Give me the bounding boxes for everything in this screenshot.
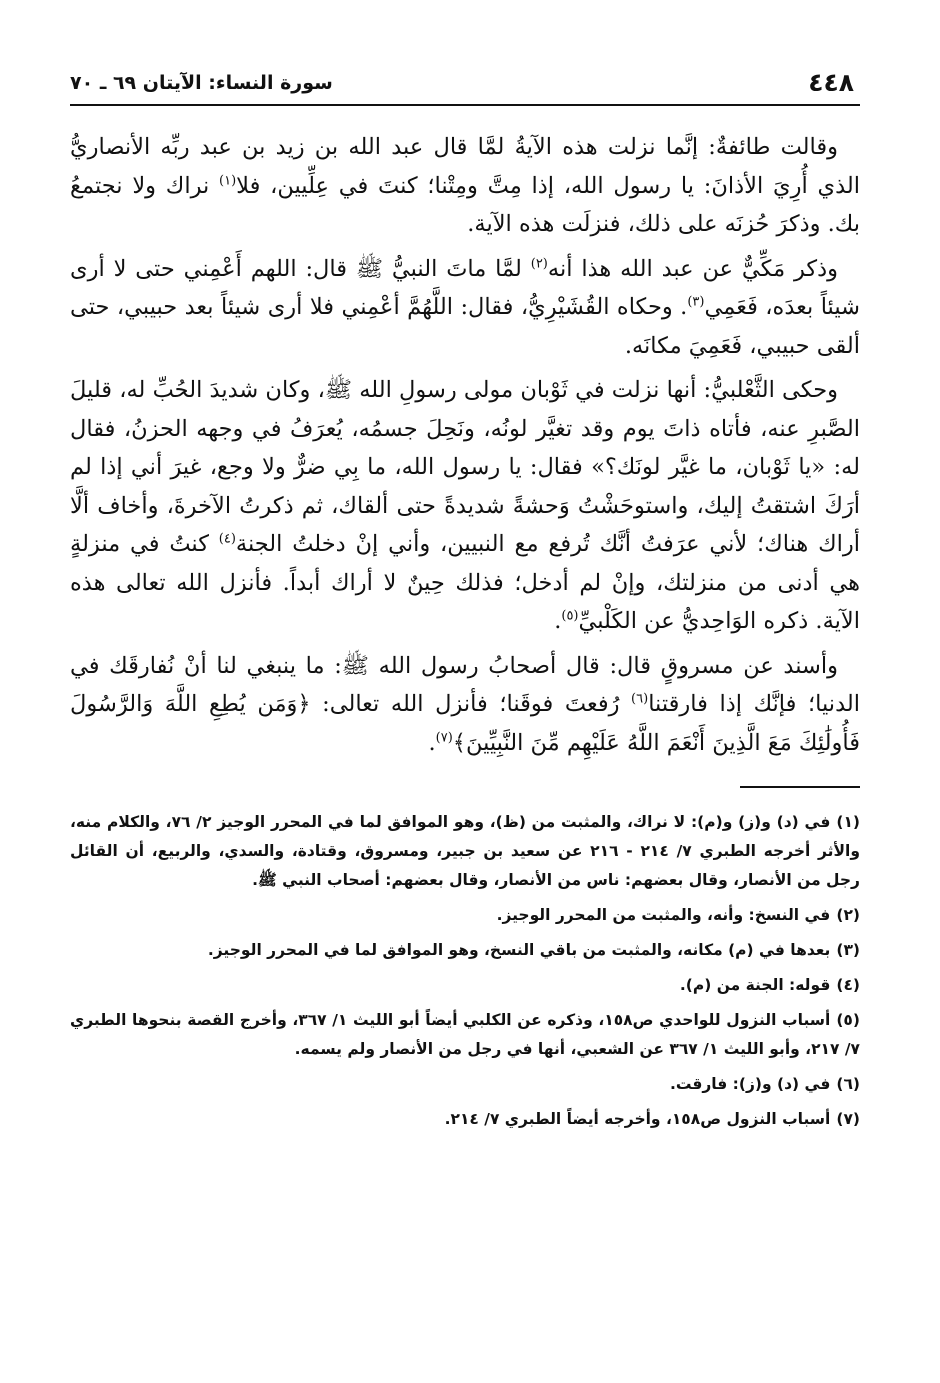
- footnote-number: (٧): [836, 1110, 860, 1128]
- footnote: [70, 808, 860, 895]
- footnote-text: أسباب النزول للواحدي ص١٥٨، وذكره عن الكلبي أيضاً أبو الليث ١/ ٣٦٧، وأخرج القصة بنحوها الطبري ٧/ ٢١٧، وأبو الليث ١/ ٣٦٧ عن الشعبي، أنها في رجل من الأنصار ولم يسمه.: [70, 1011, 860, 1058]
- footnote-marker[interactable]: (٧): [435, 730, 453, 745]
- footnote-number: (٦): [836, 1075, 860, 1093]
- paragraph-text: وأسند عن مسروقٍ قال: قال أصحابُ رسول الله ﷺ: ما ينبغي لنا أنْ نُفارقَك في الدنيا؛ فإنَّك إذا فارقتنا: [70, 652, 860, 717]
- paragraph-text: كنتُ في منزلةٍ هي أدنى من منزلتك، وإنْ لم أدخل؛ فذلك حِينٌ لا أراك أبداً. فأنزل الله تعالى هذه الآية. ذكره الوَاحِديُّ عن الكَلْبيِّ: [70, 531, 860, 634]
- footnote-text: قوله: الجنة من (م).: [679, 976, 831, 994]
- footnote-number: (٤): [836, 976, 860, 994]
- paragraph-text: وذكر مَكِّيٌّ عن عبد الله هذا أنه: [547, 255, 838, 282]
- surah-title: سورة النساء: الآيتان ٦٩ ـ ٧٠: [70, 72, 333, 94]
- paragraph-text: . وحكاه القُشَيْرِيُّ، فقال: اللَّهُمَّ أعْمِني فلا أرى شيئاً بعد حبيبي، حتى ألقى حبيبي، فَعَمِيَ مكانَه.: [70, 294, 860, 359]
- paragraph-text: نراك ولا نجتمعُ بك. وذكرَ حُزنَه على ذلك، فنزلَت هذه الآية.: [70, 172, 860, 237]
- footnote: [70, 1070, 860, 1099]
- footnote-text: في النسخ: وأنه، والمثبت من المحرر الوجيز.: [496, 906, 831, 924]
- footnote-text: بعدها في (م) مكانه، والمثبت من باقي النسخ، وهو الموافق لما في المحرر الوجيز.: [207, 941, 831, 959]
- body-paragraph: [70, 250, 860, 366]
- paragraph-text: لمَّا ماتَ النبيُّ ﷺ قال: اللهم أَعْمِني حتى لا أرى شيئاً بعدَه، فَعَمِي: [70, 255, 860, 320]
- footnote: [70, 901, 860, 930]
- footnote-number: (١): [836, 813, 860, 831]
- footnote-marker[interactable]: (٣): [687, 294, 705, 310]
- running-header: [70, 60, 860, 106]
- body-paragraph: [70, 371, 860, 641]
- page-number: ٤٤٨: [808, 68, 854, 97]
- footnote: [70, 971, 860, 1000]
- footnote-number: (٥): [836, 1011, 860, 1029]
- paragraph-text: .: [554, 608, 562, 634]
- footnote-number: (٣): [836, 941, 860, 959]
- footnote-number: (٢): [836, 906, 860, 924]
- body-paragraph: [70, 128, 860, 244]
- document-page: [70, 60, 860, 1360]
- paragraph-text: .: [428, 729, 436, 756]
- footnote-marker[interactable]: (٥): [561, 608, 579, 624]
- footnote-marker[interactable]: (٢): [530, 256, 548, 271]
- footnotes: [70, 808, 860, 1134]
- paragraph-text: وقالت طائفةٌ: إنَّما نزلت هذه الآيةُ لمَّا قال عبد الله بن زيد بن عبد ربِّه الأنصاريُّ الذي أُرِيَ الأذانَ: يا رسول الله، إذا مِتَّ ومِتْنا؛ كنتَ في عِلِّيين، فلا: [70, 134, 860, 199]
- body-paragraph: [70, 647, 860, 763]
- footnote: [70, 1105, 860, 1134]
- footnote-text: في (د) و(ز): فارقت.: [669, 1075, 831, 1093]
- footnote: [70, 936, 860, 965]
- footnote-marker[interactable]: (٦): [631, 691, 649, 707]
- paragraph-text: وحكى الثَّعْلبيُّ: أنها نزلت في ثَوْبان مولى رسولِ الله ﷺ، وكان شديدَ الحُبِّ له، قليلَ الصَّبرِ عنه، فأتاه ذاتَ يوم وقد تغيَّر لونُه، ونَحِلَ جسمُه، يُعرَفُ في وجهه الحزنُ، فقال له: «يا ثَوْبان، ما غيَّر لونَك؟» فقال: يا رسول الله، ما بِي ضرٌّ ولا وجع، غيرَ أني إذا لم أرَكَ اشتقتُ إليك، واستوحَشْتُ وَحشةً شديدةً حتى ألقاك، ثم ذكرتُ الآخرةَ، وأخاف ألَّا أراك هناك؛ لأني عرَفتُ أنَّك تُرفع مع النبيين، وأني إنْ دخلتُ الجنة: [70, 377, 860, 557]
- footnote-marker[interactable]: (٤): [218, 531, 236, 547]
- footnote-text: في (د) و(ز) و(م): لا نراك، والمثبت من (ظ)، وهو الموافق لما في المحرر الوجيز ٢/ ٧٦، والكلام منه، والأثر أخرجه الطبري ٧/ ٢١٤ - ٢١٦ عن سعيد بن جبير، ومسروق، وقتادة، والسدي، والربيع، أن القائل رجل من الأنصار، وقال بعضهم: ناس من الأنصار، وقال بعضهم: أصحاب النبي ﷺ.: [70, 813, 860, 889]
- paragraph-text: رُفعتَ فوقَنا؛ فأنزل الله تعالى: ﴿وَمَن يُطِعِ اللَّهَ وَالرَّسُولَ فَأُولَٰئِكَ مَعَ الَّذِينَ أَنْعَمَ اللَّهُ عَلَيْهِم مِّنَ النَّبِيِّينَ﴾: [70, 691, 860, 756]
- footnote-text: أسباب النزول ص١٥٨، وأخرجه أيضاً الطبري ٧/ ٢١٤.: [444, 1110, 831, 1128]
- footnote: [70, 1006, 860, 1064]
- main-text: [70, 128, 860, 762]
- footnote-separator: [740, 786, 860, 788]
- footnote-marker[interactable]: (١): [219, 173, 237, 188]
